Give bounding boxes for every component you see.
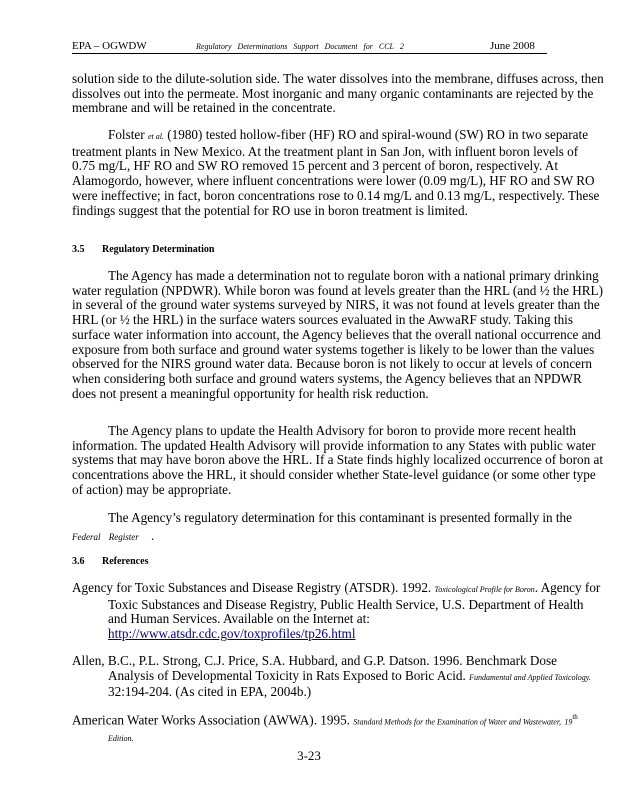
fr-italic: Federal Register — [72, 532, 139, 542]
ref-awwa-edition: Edition. — [108, 734, 134, 744]
ref-atsdr-title: Toxicological Profile for Boron — [434, 585, 535, 594]
reference-allen — [72, 654, 604, 700]
fr-period: . — [150, 528, 155, 543]
ref-awwa-edition-number: 19 — [564, 717, 573, 727]
section-title: Regulatory Determination — [102, 244, 215, 255]
ref-atsdr-author: Agency for Toxic Substances and Disease Registry (ATSDR). 1992. — [72, 580, 432, 595]
ref-allen-journal: Fundamental and Applied Toxicology. — [469, 672, 591, 682]
section-number: 3.5 — [72, 244, 85, 255]
folster-author: Folster — [108, 127, 145, 142]
header-rule — [72, 53, 547, 54]
reference-awwa — [72, 710, 604, 747]
paragraph-determination: The Agency has made a determination not to regulate boron with a national primary drinking water regulation (NPDWR). While boron was found at levels greater than the HRL (and ½ the HRL) in several of the ground water systems surveyed by NIRS, it was not found at levels greater than the HRL (or ½ the HRL) in the surface waters sources evaluated in the AwwaRF study. Taking this surface water information into account, the Agency believes that the overall national occurrence and exposure from both surface and ground water systems together is likely to be lower than the values observed for the NIRS ground water data. Because boron is not likely to occur at levels of concern when considering both surface and ground waters systems, the Agency believes that an NPDWR does not present a meaningful opportunity for health risk reduction. — [72, 268, 604, 401]
header-agency: EPA – OGWDW — [72, 40, 147, 52]
section-number: 3.6 — [72, 556, 85, 567]
section-heading-3-5 — [72, 244, 214, 255]
reference-atsdr — [72, 581, 604, 642]
ref-allen-pages: 32:194-204. (As cited in EPA, 2004b.) — [108, 684, 312, 700]
section-title: References — [102, 556, 149, 567]
header-title: Regulatory Determinations Support Document for CCL 2 — [196, 42, 404, 51]
ref-atsdr-link[interactable]: http://www.atsdr.cdc.gov/toxprofiles/tp26.html — [108, 626, 356, 642]
paragraph-health-advisory: The Agency plans to update the Health Advisory for boron to provide more recent health information. The updated Health Advisory will provide information to any States with public water systems that may have boron above the HRL. If a State finds highly localized occurrence of boron at concentrations above the HRL, it should consider whether State-level guidance (or some other type of action) may be appropriate. — [72, 423, 603, 497]
paragraph-membrane: solution side to the dilute-solution side. The water dissolves into the membrane, diffuses across, then dissolves out into the permeate. Most inorganic and many organic contaminants are rejected by the membrane and will be retained in the concentrate. — [72, 71, 604, 116]
ref-awwa-title: Standard Methods for the Examination of Water and Wastewater, — [353, 717, 562, 727]
ref-atsdr-publisher: . Agency for Toxic Substances and Disease Registry, Public Health Service, U.S. Department of Health and Human Services. Available on the Internet at: — [108, 580, 601, 627]
ref-allen-author: Allen, B.C., P.L. Strong, C.J. Price, S.A. Hubbard, and G.P. Datson. 1996. Benchmark Dose Analysis of Developmental Toxicity in Rats Exposed to Boric Acid. — [72, 653, 557, 683]
paragraph-federal-register — [72, 511, 604, 526]
ref-awwa-author: American Water Works Association (AWWA). 1995. — [72, 712, 350, 728]
ref-awwa-edition-suffix: th — [572, 713, 578, 721]
folster-text: (1980) tested hollow-fiber (HF) RO and spiral-wound (SW) RO in two separate treatment plants in New Mexico. At the treatment plant in San Jon, with influent boron levels of 0.75 mg/L, HF RO and SW RO removed 15 percent and 3 percent of boron, respectively. At Alamogordo, however, where influent concentrations were lower (0.09 mg/L), HF RO and SW RO were ineffective; in fact, boron concentrations rose to 0.14 mg/L and 0.13 mg/L, respectively. These findings suggest that the potential for RO use in boron treatment is limited. — [72, 127, 600, 218]
federal-register-italic — [72, 528, 154, 544]
header-date: June 2008 — [490, 40, 535, 52]
folster-etal: et al. — [147, 132, 164, 141]
page-number: 3-23 — [297, 748, 321, 763]
fr-text: The Agency’s regulatory determination for this contaminant is presented formally in the — [108, 510, 572, 525]
paragraph-folster — [72, 128, 604, 218]
section-heading-3-6 — [72, 556, 148, 567]
